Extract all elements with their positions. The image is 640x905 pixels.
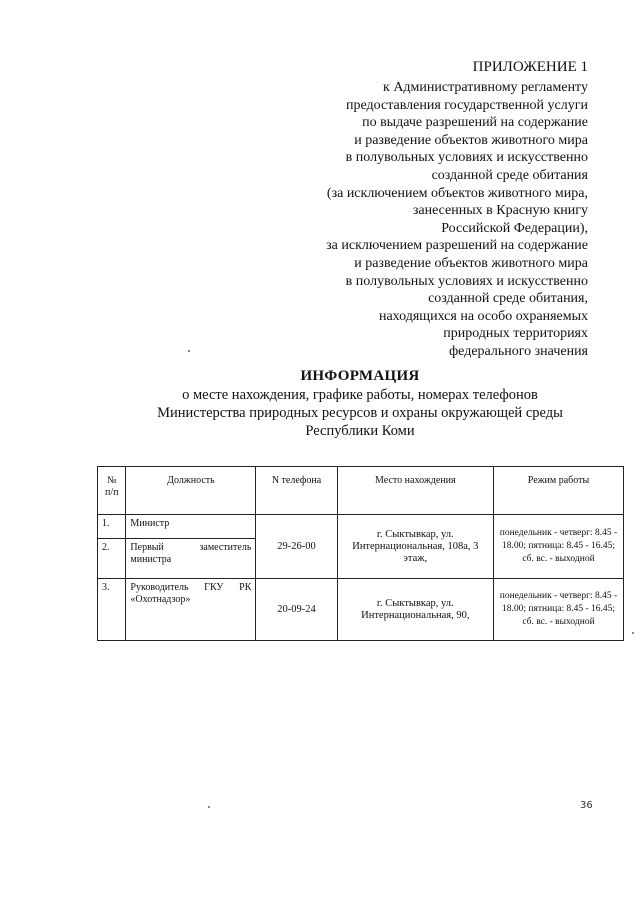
row-num: 1.	[98, 515, 126, 539]
info-block	[100, 366, 620, 440]
row-schedule: понедельник - четверг: 8.45 - 18.00; пятница: 8.45 - 16.45; сб. вс. - выходной	[494, 579, 624, 641]
header-position: Должность	[126, 467, 256, 515]
row-location: г. Сыктывкар, ул. Интернациональная, 90,	[337, 579, 493, 641]
table-header-row	[98, 467, 624, 515]
appendix-line: природных территориях	[443, 326, 588, 342]
appendix-heading: ПРИЛОЖЕНИЕ 1	[472, 59, 588, 75]
row-location: г. Сыктывкар, ул. Интернациональная, 108а, 3 этаж,	[337, 515, 493, 579]
appendix-line: занесенных в Красную книгу	[412, 203, 588, 219]
appendix-line: к Административному регламенту	[383, 80, 588, 95]
appendix-line: предоставления государственной услуги	[346, 97, 588, 113]
page-number: 36	[580, 800, 593, 811]
row-phone: 20-09-24	[256, 579, 337, 641]
scan-speck	[188, 350, 190, 352]
row-num: 2.	[98, 539, 126, 579]
info-subtitle-line: Министерства природных ресурсов и охраны окружающей среды	[157, 405, 563, 421]
header-schedule: Режим работы	[494, 467, 624, 515]
scan-speck	[208, 806, 210, 808]
appendix-line: в полувольных условиях и искусственно	[345, 150, 588, 166]
scan-speck	[632, 632, 634, 634]
table-row	[98, 515, 624, 539]
info-title: ИНФОРМАЦИЯ	[300, 368, 420, 384]
contacts-table	[97, 466, 624, 641]
appendix-line: (за исключением объектов животного мира,	[326, 185, 588, 201]
row-position: Первый заместитель министра	[126, 539, 256, 579]
appendix-line: федерального значения	[449, 343, 588, 359]
header-location: Место нахождения	[337, 467, 493, 515]
header-num	[98, 467, 126, 515]
appendix-line: Российской Федерации),	[441, 220, 588, 236]
row-num: 3.	[98, 579, 126, 641]
row-position: Руководитель ГКУ РК «Охотнадзор»	[126, 579, 256, 641]
row-schedule: понедельник - четверг: 8.45 - 18.00; пятница: 8.45 - 16.45; сб. вс. - выходной	[494, 515, 624, 579]
appendix-line: и разведение объектов животного мира	[354, 255, 588, 271]
header-num-line2: п/п	[104, 487, 119, 498]
appendix-block	[168, 58, 588, 361]
header-phone: N телефона	[256, 467, 337, 515]
row-position: Министр	[126, 515, 256, 539]
appendix-line: созданной среде обитания	[431, 167, 588, 183]
info-subtitle-line: Республики Коми	[305, 423, 415, 439]
table-row	[98, 579, 624, 641]
appendix-line: и разведение объектов животного мира	[354, 132, 588, 148]
appendix-line: в полувольных условиях и искусственно	[345, 273, 588, 289]
appendix-line: за исключением разрешений на содержание	[326, 238, 588, 254]
appendix-line: по выдаче разрешений на содержание	[362, 115, 588, 131]
appendix-line: созданной среде обитания,	[428, 291, 588, 307]
row-phone: 29-26-00	[256, 515, 337, 579]
appendix-line: находящихся на особо охраняемых	[378, 308, 588, 324]
info-subtitle-line: о месте нахождения, графике работы, номерах телефонов	[182, 387, 538, 403]
header-num-line1: №	[106, 475, 117, 486]
